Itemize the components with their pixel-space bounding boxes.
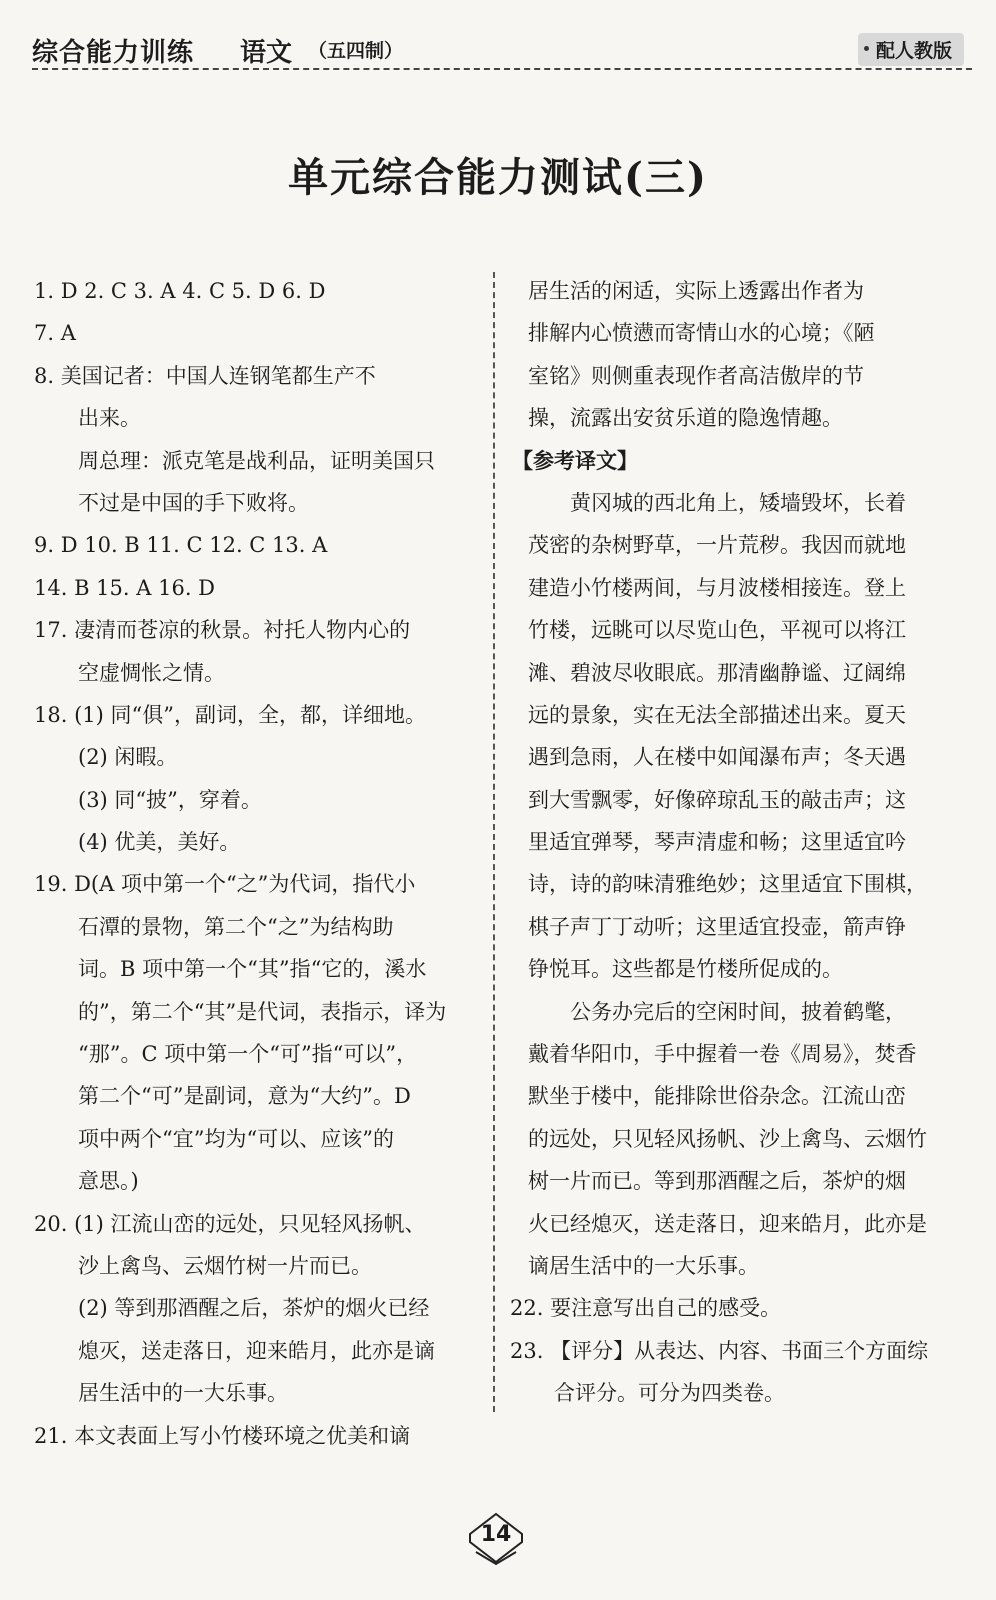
answer-line: 沙上禽鸟、云烟竹树一片而已。 bbox=[78, 1253, 372, 1278]
answer-line: 的”，第二个“其”是代词，表指示，译为 bbox=[78, 999, 447, 1024]
translation-line: 公务办完后的空闲时间，披着鹤氅， bbox=[570, 999, 906, 1024]
answer-line: 周总理：派克笔是战利品，证明美国只 bbox=[78, 448, 435, 473]
translation-line: 铮悦耳。这些都是竹楼所促成的。 bbox=[528, 957, 843, 982]
answer-line: 9. D 10. B 11. C 12. C 13. A bbox=[34, 533, 328, 558]
answer-line: 22. 要注意写出自己的感受。 bbox=[510, 1296, 782, 1321]
answer-line: 合评分。可分为四类卷。 bbox=[554, 1381, 785, 1406]
page-number bbox=[466, 1512, 526, 1566]
answer-line: 室铭》则侧重表现作者高洁傲岸的节 bbox=[528, 363, 864, 388]
answer-line: 7. A bbox=[34, 321, 76, 346]
translation-line: 到大雪飘零，好像碎琼乱玉的敲击声；这 bbox=[528, 787, 906, 812]
bullet-icon bbox=[864, 46, 869, 51]
translation-line: 火已经熄灭，送走落日，迎来皓月，此亦是 bbox=[528, 1211, 927, 1236]
answer-line: (4) 优美，美好。 bbox=[78, 830, 241, 855]
page-header bbox=[32, 30, 972, 68]
translation-line: 诗，诗的韵味清雅绝妙；这里适宜下围棋， bbox=[528, 872, 927, 897]
answer-line: (2) 闲暇。 bbox=[78, 745, 178, 770]
translation-line: 遇到急雨，人在楼中如闻瀑布声；冬天遇 bbox=[528, 745, 906, 770]
answer-line: 1. D 2. C 3. A 4. C 5. D 6. D bbox=[34, 279, 326, 303]
subject-label: 语文 bbox=[240, 38, 293, 68]
translation-line: 竹楼，远眺可以尽览山色，平视可以将江 bbox=[528, 618, 906, 643]
answer-line: 23. 【评分】从表达、内容、书面三个方面综 bbox=[510, 1338, 929, 1363]
left-column bbox=[34, 270, 464, 1457]
section-heading: 【参考译文】 bbox=[512, 448, 638, 473]
translation-line: 棋子声丁丁动听；这里适宜投壶，箭声铮 bbox=[528, 914, 906, 939]
translation-line: 谪居生活中的一大乐事。 bbox=[528, 1253, 759, 1278]
translation-line: 默坐于楼中，能排除世俗杂念。江流山峦 bbox=[528, 1084, 906, 1109]
translation-line: 茂密的杂树野草，一片荒秽。我因而就地 bbox=[528, 533, 906, 558]
edition-badge bbox=[858, 33, 964, 66]
answer-line: “那”。C 项中第一个“可”指“可以”， bbox=[78, 1042, 418, 1067]
translation-line: 建造小竹楼两间，与月波楼相接连。登上 bbox=[528, 575, 906, 600]
translation-line: 滩、碧波尽收眼底。那清幽静谧、辽阔绵 bbox=[528, 660, 906, 685]
answer-line: 项中两个“宜”均为“可以、应该”的 bbox=[78, 1126, 394, 1151]
translation-line: 的远处，只见轻风扬帆、沙上禽鸟、云烟竹 bbox=[528, 1126, 927, 1151]
page-title: 单元综合能力测试(三) bbox=[288, 154, 708, 201]
page-number-label: 14 bbox=[480, 1522, 512, 1547]
answer-line: 不过是中国的手下败将。 bbox=[78, 490, 309, 515]
book-series-title: 综合能力训练 bbox=[32, 38, 195, 68]
right-column bbox=[510, 270, 953, 1415]
answer-line: 意思。) bbox=[78, 1169, 139, 1194]
answer-line: 居生活的闲适，实际上透露出作者为 bbox=[528, 279, 864, 303]
answer-line: 石潭的景物，第二个“之”为结构助 bbox=[78, 914, 394, 939]
header-divider bbox=[32, 68, 972, 70]
edition-badge-label: 配人教版 bbox=[875, 40, 952, 62]
answer-line: 空虚惆怅之情。 bbox=[78, 660, 225, 685]
answer-line: (3) 同“披”，穿着。 bbox=[78, 787, 262, 812]
translation-line: 树一片而已。等到那酒醒之后，茶炉的烟 bbox=[528, 1169, 906, 1194]
answer-line: 20. (1) 江流山峦的远处，只见轻风扬帆、 bbox=[34, 1211, 426, 1236]
answer-line: 词。B 项中第一个“其”指“它的，溪水 bbox=[78, 957, 427, 982]
answer-line: 14. B 15. A 16. D bbox=[34, 575, 216, 600]
translation-line: 黄冈城的西北角上，矮墙毁坏，长着 bbox=[570, 490, 906, 515]
answer-line: (2) 等到那酒醒之后，茶炉的烟火已经 bbox=[78, 1296, 430, 1321]
translation-line: 远的景象，实在无法全部描述出来。夏天 bbox=[528, 702, 906, 727]
answer-line: 出来。 bbox=[78, 406, 141, 431]
answer-line: 第二个“可”是副词，意为“大约”。D bbox=[78, 1084, 411, 1109]
translation-line: 里适宜弹琴，琴声清虚和畅；这里适宜吟 bbox=[528, 830, 906, 855]
translation-line: 戴着华阳巾，手中握着一卷《周易》，焚香 bbox=[528, 1042, 917, 1067]
answer-line: 19. D(A 项中第一个“之”为代词，指代小 bbox=[34, 872, 416, 897]
answer-line: 排解内心愤懑而寄情山水的心境；《陋 bbox=[528, 321, 875, 346]
answer-line: 居生活中的一大乐事。 bbox=[78, 1381, 288, 1406]
answer-line: 18. (1) 同“俱”，副词，全，都，详细地。 bbox=[34, 702, 426, 727]
answer-line: 21. 本文表面上写小竹楼环境之优美和谪 bbox=[34, 1423, 411, 1448]
column-divider bbox=[493, 272, 495, 1412]
answer-line: 8. 美国记者：中国人连钢笔都生产不 bbox=[34, 363, 376, 388]
answer-line: 操，流露出安贫乐道的隐逸情趣。 bbox=[528, 406, 843, 431]
answer-line: 17. 凄清而苍凉的秋景。衬托人物内心的 bbox=[34, 618, 411, 643]
edition-label: （五四制） bbox=[308, 40, 404, 62]
answer-line: 熄灭，送走落日，迎来皓月，此亦是谪 bbox=[78, 1338, 435, 1363]
